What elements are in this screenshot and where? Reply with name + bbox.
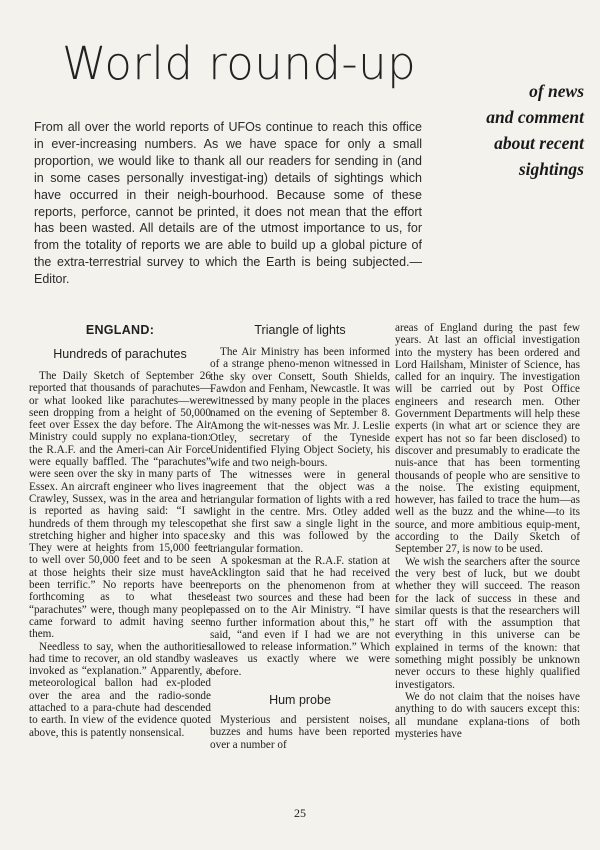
paragraph: The Daily Sketch of September 26 reported that thousands of parachutes—or what looked like parachutes—were seen dropping from a height of 50,000 feet over Essex the day before. The Air Ministry could supply no explana-tion: the R.A.F. and the Ameri-can Air Force were equally baffled. The “parachutes” were seen over the sky in many parts of Essex. An aircraft engineer who lives in Crawley, Sussex, was in the area and he is reported as having said: “I saw hundreds of them through my telescope stretching higher and higher into space. They were at heights from 15,000 feet to well over 50,000 feet and to be seen at those heights their size must have been terrific.” No reports have been forthcoming as to what these “parachutes” were, though many people came forward to admit having seen them. [29,370,211,641]
paragraph: We do not claim that the noises have anything to do with saucers except this: all mundane explana-tions of both mysteries have [395,690,580,740]
tagline-line: of news [529,81,584,101]
article-heading-triangle: Triangle of lights [254,323,346,337]
column-2 [210,322,390,751]
column-3 [395,322,580,740]
article-heading-parachutes: Hundreds of parachutes [53,347,187,361]
tagline-line: and comment [486,107,584,127]
column-1 [29,322,211,739]
paragraph: A spokesman at the R.A.F. station at Acklington said that he had received reports on the phenomenon from at least two sources and these had been passed on to the Air Ministry. “I have no further information about this,” he said, “and even if I had we are not allowed to release information.” Which leaves us exactly where we were before. [210,555,390,678]
article-heading-hum: Hum probe [269,693,331,708]
paragraph: Mysterious and persistent noises, buzzes and hums have been reported over a number of [210,714,390,751]
paragraph: The witnesses were in general agreement that the object was a triangular formation of lights with a red light in the centre. Mrs. Otley added that she first saw a single light in the sky and this was followed by the triangular formation. [210,468,390,555]
tagline-line: about recent [494,133,584,153]
paragraph: We wish the searchers after the source the very best of luck, but we doubt whether they will succeed. The reason for the lack of success in these and similar quests is that the researchers will start off with the assumption that everything in this universe can be explained in terms of the known: that something might possibly be unknown never occurs to these highly qualified investigators. [395,555,580,691]
page-title: World round-up [62,37,417,90]
paragraph: The Air Ministry has been informed of a strange pheno-menon witnessed in the sky over Consett, South Shields, Fawdon and Fenham, Newcastle. It was witnessed by many people in the places named on the evening of September 8. Among the wit-nesses was Mr. J. Leslie Otley, secretary of the Tyneside Unidentified Flying Object Society, his wife and two neigh-bours. [210,346,390,469]
paragraph: Needless to say, when the authorities had time to recover, an old standby was invoked as “explanation.” Apparently, a meteorological ballon had ex-ploded over the area and the radio-sonde attached to a para-chute had descended to earth. In view of the evidence quoted above, this is patently nonsensical. [29,640,211,739]
page-number: 25 [294,806,306,820]
tagline-line: sightings [518,159,584,179]
tagline [434,78,584,182]
paragraph: areas of England during the past few years. At last an official investigation into the mystery has been ordered and Lord Hailsham, Minister of Science, has called for an inquiry. The investigation will be carried out by Post Office engineers and research men. Other Government Departments will help these experts (in what art or science they are expert has not so far been disclosed) to discover and presumably to eradicate the nuis-ance that has been tormenting thousands of people who are sensitive to the noise. The existing equipment, however, has failed to trace the hum—as well as the buzz and the whine—to its source, and more ambitious equip-ment, according to the Daily Sketch of September 27, is now to be used. [395,322,580,556]
editor-intro: From all over the world reports of UFOs continue to reach this office in ever-increasing numbers. As we have space for only a small proportion, we would like to thank all our readers for sending in (and in some cases personally investigat-ing) details of sightings which have occurred in their neigh-bourhood. Because some of these reports, perforce, cannot be printed, it does not mean that the effort has been wasted. All details are of the utmost importance to us, for from the totality of reports we are able to build up a global picture of the extra-terrestrial survey to which the Earth is being subjected.—Editor. [34,120,422,287]
country-heading: ENGLAND: [85,323,155,337]
